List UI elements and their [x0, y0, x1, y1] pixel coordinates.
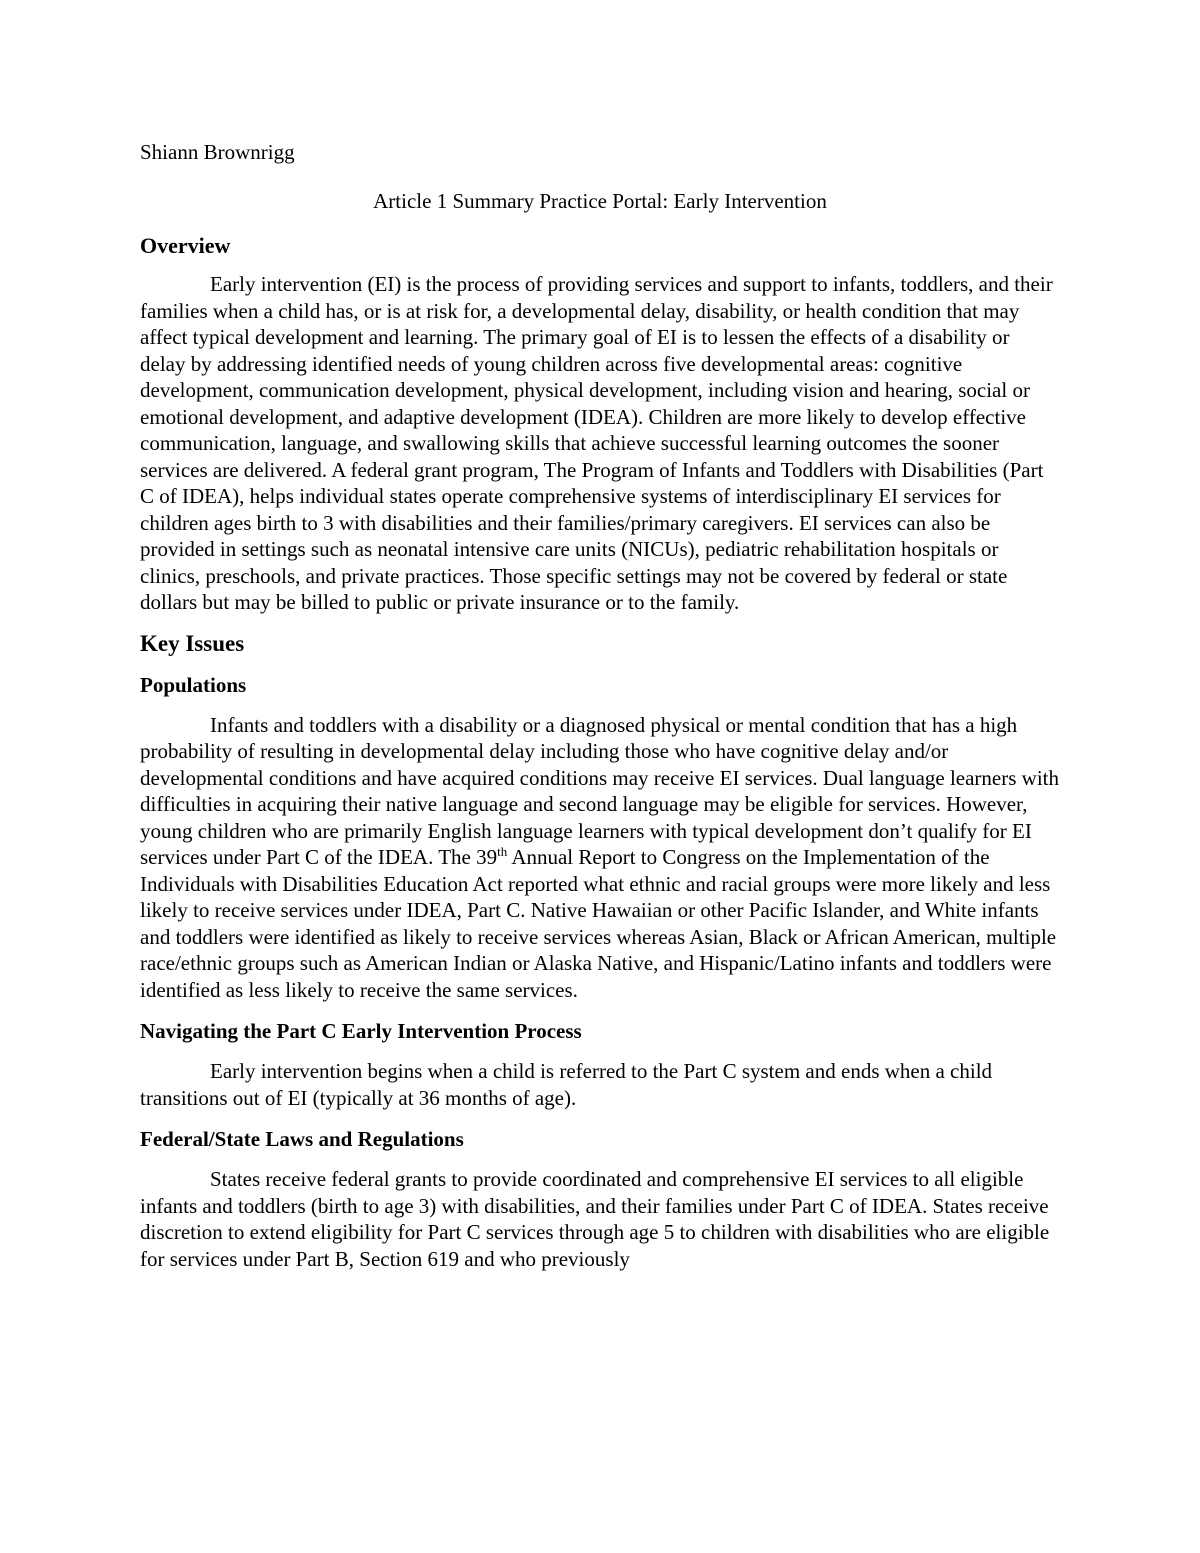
navigating-heading: Navigating the Part C Early Intervention Process	[140, 1019, 582, 1043]
document-title: Article 1 Summary Practice Portal: Early Intervention	[373, 189, 827, 213]
key-issues-heading: Key Issues	[140, 630, 245, 656]
ordinal-superscript: th	[497, 844, 508, 859]
document-page	[140, 138, 1060, 1286]
laws-paragraph: States receive federal grants to provide coordinated and comprehensive EI services to all eligible infants and toddlers (birth to age 3) with disabilities, and their families under Part C of IDEA. States receive discretion to extend eligibility for Part C services through age 5 to children with disabilities who are eligible for services under Part B, Section 619 and who previously	[140, 1167, 1050, 1271]
overview-paragraph: Early intervention (EI) is the process of providing services and support to infants, toddlers, and their families when a child has, or is at risk for, a developmental delay, disability, or health condition that may affect typical development and learning. The primary goal of EI is to lessen the effects of a disability or delay by addressing identified needs of young children across five developmental areas: cognitive development, communication development, physical development, including vision and hearing, social or emotional development, and adaptive development (IDEA). Children are more likely to develop effective communication, language, and swallowing skills that achieve successful learning outcomes the sooner services are delivered. A federal grant program, The Program of Infants and Toddlers with Disabilities (Part C of IDEA), helps individual states operate comprehensive systems of interdisciplinary EI services for children ages birth to 3 with disabilities and their families/primary caregivers. EI services can also be provided in settings such as neonatal intensive care units (NICUs), pediatric rehabilitation hospitals or clinics, preschools, and private practices. Those specific settings may not be covered by federal or state dollars but may be billed to public or private insurance or to the family.	[140, 272, 1053, 614]
overview-heading: Overview	[140, 233, 231, 258]
author-name: Shiann Brownrigg	[140, 140, 295, 164]
populations-paragraph	[140, 712, 1060, 1004]
navigating-paragraph: Early intervention begins when a child is referred to the Part C system and ends when a child transitions out of EI (typically at 36 months of age).	[140, 1059, 993, 1110]
populations-heading: Populations	[140, 672, 247, 697]
laws-heading: Federal/State Laws and Regulations	[140, 1127, 464, 1151]
populations-text-part-a: Infants and toddlers with a disability or a diagnosed physical or mental condition that has a high probability of resulting in developmental delay including those who have cognitive delay and/or developmental conditions and have acquired conditions may receive EI services. Dual language learners with difficulties in acquiring their native language and second language may be eligible for services. However, young children who are primarily English language learners with typical development don’t qualify for EI services under Part C of the IDEA. The 39	[140, 712, 1059, 869]
populations-text-part-b: Annual Report to Congress on the Implementation of the Individuals with Disabilities Education Act reported what ethnic and racial groups were more likely and less likely to receive services under IDEA, Part C. Native Hawaiian or other Pacific Islander, and White infants and toddlers were identified as likely to receive services whereas Asian, Black or African American, multiple race/ethnic groups such as American Indian or Alaska Native, and Hispanic/Latino infants and toddlers were identified as less likely to receive the same services.	[140, 845, 1057, 1002]
